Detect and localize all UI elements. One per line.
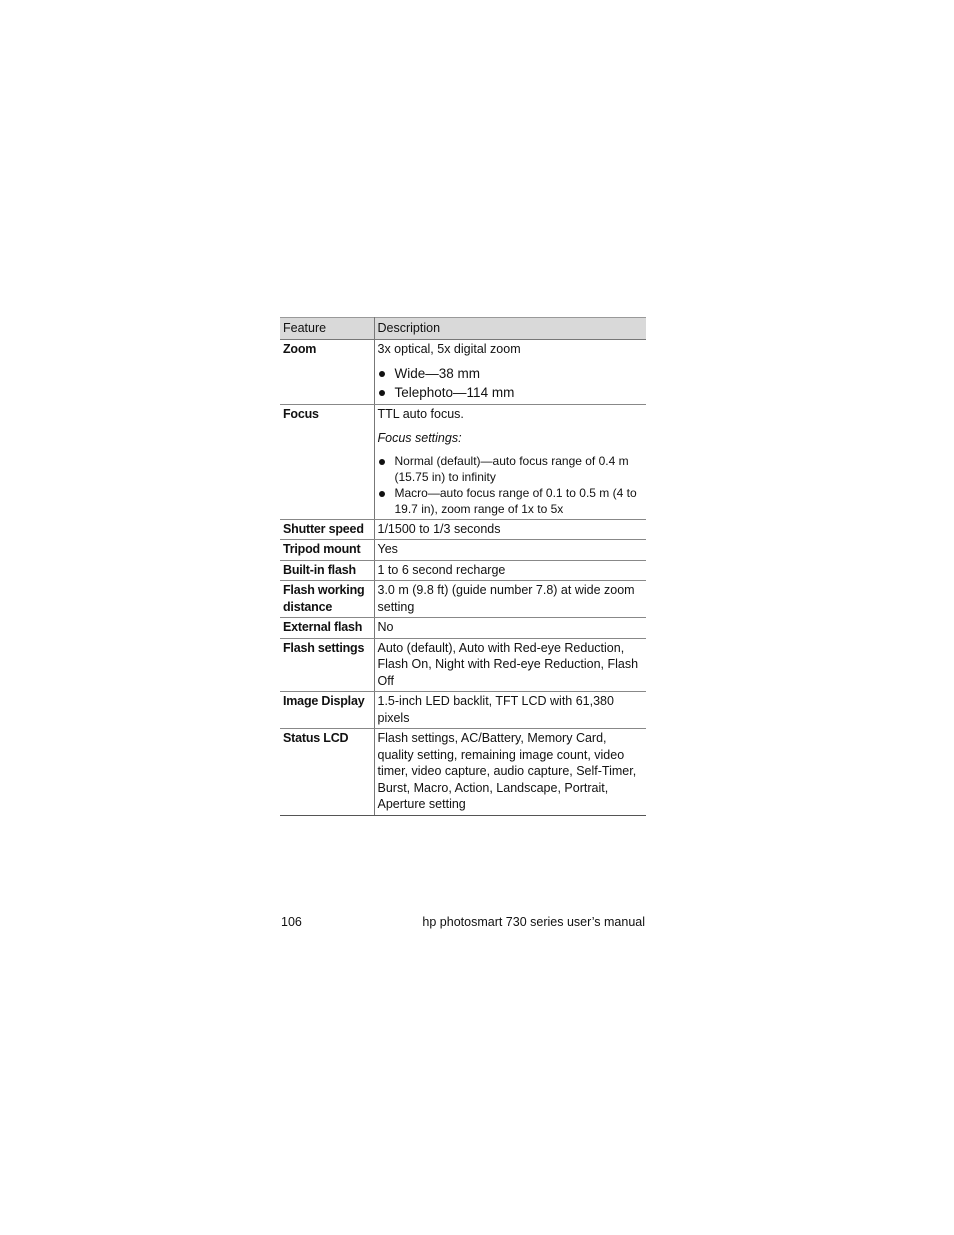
description-status-lcd: Flash settings, AC/Battery, Memory Card, quality setting, remaining image count, video timer, video capture, audio capture, Self-Timer, Burst, Macro, Action, Landscape, Portrait, Aperture setting (374, 729, 646, 816)
focus-text: TTL auto focus. (377, 406, 464, 421)
table-header-row (280, 318, 646, 340)
feature-image-display: Image Display (280, 692, 374, 729)
table-row-focus (280, 404, 646, 519)
description-external-flash: No (374, 618, 646, 639)
description-flash-settings: Auto (default), Auto with Red-eye Reduction, Flash On, Night with Red-eye Reduction, Flash Off (374, 638, 646, 692)
description-shutter-speed: 1/1500 to 1/3 seconds (374, 519, 646, 540)
feature-flash-working-distance: Flash working distance (280, 581, 374, 618)
feature-external-flash: External flash (280, 618, 374, 639)
focus-bullet-macro: Macro—auto focus range of 0.1 to 0.5 m (4 to 19.7 in), zoom range of 1x to 5x (378, 485, 644, 517)
page-number: 106 (281, 915, 302, 929)
feature-built-in-flash: Built-in flash (280, 560, 374, 581)
feature-status-lcd: Status LCD (280, 729, 374, 816)
table-row-shutter-speed (280, 519, 646, 540)
feature-zoom: Zoom (280, 340, 374, 405)
description-tripod-mount: Yes (374, 540, 646, 561)
description-image-display: 1.5-inch LED backlit, TFT LCD with 61,380 pixels (374, 692, 646, 729)
zoom-bullet-list (378, 364, 644, 402)
feature-focus: Focus (280, 404, 374, 519)
zoom-bullet-telephoto: Telephoto—114 mm (378, 383, 644, 402)
feature-flash-settings: Flash settings (280, 638, 374, 692)
focus-settings-label: Focus settings: (377, 431, 462, 445)
description-zoom (374, 340, 646, 405)
table-row-flash-settings (280, 638, 646, 692)
specifications-table (280, 317, 646, 816)
feature-tripod-mount: Tripod mount (280, 540, 374, 561)
column-header-description: Description (374, 318, 646, 340)
table-row-image-display (280, 692, 646, 729)
description-flash-working-distance: 3.0 m (9.8 ft) (guide number 7.8) at wide zoom setting (374, 581, 646, 618)
focus-bullet-normal: Normal (default)—auto focus range of 0.4 m (15.75 in) to infinity (378, 453, 644, 485)
table-row-tripod-mount (280, 540, 646, 561)
manual-title: hp photosmart 730 series user’s manual (422, 915, 645, 929)
zoom-bullet-wide: Wide—38 mm (378, 364, 644, 383)
table-row-status-lcd (280, 729, 646, 816)
table-row-external-flash (280, 618, 646, 639)
description-built-in-flash: 1 to 6 second recharge (374, 560, 646, 581)
feature-shutter-speed: Shutter speed (280, 519, 374, 540)
zoom-text: 3x optical, 5x digital zoom (377, 342, 521, 356)
description-focus (374, 404, 646, 519)
table-row-built-in-flash (280, 560, 646, 581)
focus-bullet-list (378, 453, 644, 517)
column-header-feature: Feature (280, 318, 374, 340)
table-row-zoom (280, 340, 646, 405)
table-row-flash-working-distance (280, 581, 646, 618)
focus-settings-subheading (378, 430, 644, 447)
